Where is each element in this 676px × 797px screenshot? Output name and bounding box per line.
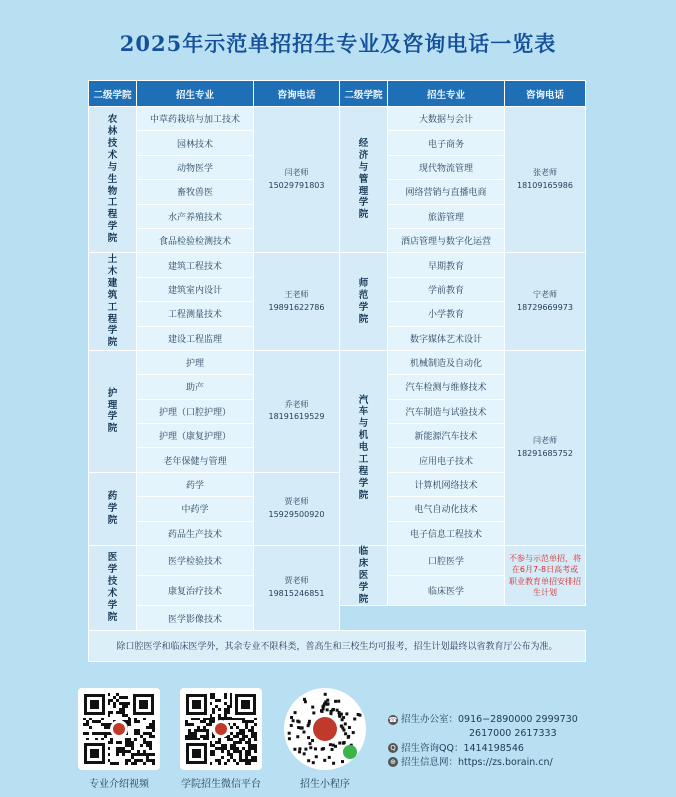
footnote-row bbox=[89, 630, 586, 661]
college-cell bbox=[89, 107, 137, 253]
contact-cell bbox=[254, 253, 340, 351]
contact-name: 贾老师 bbox=[284, 497, 309, 507]
header-major: 招生专业 bbox=[137, 81, 254, 107]
note-cell: 不参与示范单招，将在6月7-8日高考或职业教育单招安排招生计划 bbox=[505, 546, 586, 606]
college-name: 临床医学院 bbox=[358, 546, 369, 605]
web-label: 招生信息网： bbox=[401, 756, 459, 768]
contact-name: 张老师 bbox=[533, 167, 557, 177]
contact-phone: 15929500920 bbox=[268, 509, 325, 519]
header-college: 二级学院 bbox=[89, 81, 137, 107]
globe-icon: ⊕ bbox=[388, 757, 398, 767]
contact-cell bbox=[254, 546, 340, 631]
contact-cell bbox=[505, 253, 586, 351]
major-cell: 医学检验技术 bbox=[137, 546, 254, 576]
college-cell bbox=[89, 472, 137, 545]
college-name: 护理学院 bbox=[107, 387, 118, 435]
office-row-2 bbox=[388, 727, 578, 741]
college-name: 医学技术学院 bbox=[107, 552, 118, 623]
major-cell: 中草药栽培与加工技术 bbox=[137, 107, 254, 131]
major-cell: 现代物流管理 bbox=[388, 155, 505, 179]
qq-row bbox=[388, 742, 578, 756]
major-cell: 汽车检测与维修技术 bbox=[388, 375, 505, 399]
page-title: 2025年示范单招招生专业及咨询电话一览表 bbox=[119, 31, 557, 56]
major-cell: 小学教育 bbox=[388, 302, 505, 326]
major-cell: 电子商务 bbox=[388, 131, 505, 155]
contact-cell bbox=[505, 350, 586, 545]
major-cell: 护理（口腔护理） bbox=[137, 399, 254, 423]
contact-phone: 18729669973 bbox=[517, 302, 573, 312]
college-cell bbox=[340, 253, 388, 351]
header-phone-2: 咨询电话 bbox=[505, 81, 586, 107]
college-cell bbox=[89, 350, 137, 472]
contact-name: 贾老师 bbox=[284, 576, 309, 586]
major-cell: 计算机网络技术 bbox=[388, 472, 505, 496]
major-cell: 医学影像技术 bbox=[137, 606, 254, 630]
major-cell: 旅游管理 bbox=[388, 204, 505, 228]
office-row bbox=[388, 713, 578, 727]
web-row bbox=[388, 756, 578, 770]
major-cell: 数字媒体艺术设计 bbox=[388, 326, 505, 350]
website-link[interactable]: https://zs.borain.cn/ bbox=[458, 756, 553, 768]
major-cell: 电子信息工程技术 bbox=[388, 521, 505, 545]
qq-icon: Q bbox=[388, 743, 398, 753]
major-cell: 护理 bbox=[137, 350, 254, 374]
major-cell: 汽车制造与试验技术 bbox=[388, 399, 505, 423]
major-cell: 助产 bbox=[137, 375, 254, 399]
major-cell: 电气自动化技术 bbox=[388, 497, 505, 521]
major-cell: 建筑工程技术 bbox=[137, 253, 254, 277]
major-cell: 酒店管理与数字化运营 bbox=[388, 228, 505, 252]
major-cell: 口腔医学 bbox=[388, 546, 505, 576]
major-cell: 药品生产技术 bbox=[137, 521, 254, 545]
major-cell: 新能源汽车技术 bbox=[388, 424, 505, 448]
contact-info bbox=[388, 713, 578, 770]
qr-code-miniprogram[interactable] bbox=[284, 688, 366, 770]
major-cell: 食品检验检测技术 bbox=[137, 228, 254, 252]
table-body bbox=[89, 107, 586, 631]
table-row bbox=[89, 546, 586, 576]
qr-code-wechat[interactable] bbox=[180, 688, 262, 770]
major-cell: 老年保健与管理 bbox=[137, 448, 254, 472]
table-row bbox=[89, 253, 586, 277]
major-cell: 药学 bbox=[137, 472, 254, 496]
major-cell: 机械制造及自动化 bbox=[388, 350, 505, 374]
qq-label: 招生咨询QQ： bbox=[401, 742, 464, 754]
table-row bbox=[89, 107, 586, 131]
contact-phone: 18191619529 bbox=[268, 412, 325, 422]
major-cell: 工程测量技术 bbox=[137, 302, 254, 326]
college-name: 农林技术与生物工程学院 bbox=[107, 114, 118, 245]
table-row bbox=[89, 350, 586, 374]
college-cell bbox=[340, 350, 388, 545]
major-cell: 建设工程监理 bbox=[137, 326, 254, 350]
table-header-row bbox=[89, 81, 586, 107]
major-cell: 康复治疗技术 bbox=[137, 576, 254, 606]
contact-name: 乔老师 bbox=[284, 399, 309, 409]
header-phone: 咨询电话 bbox=[254, 81, 340, 107]
major-cell: 护理（康复护理） bbox=[137, 424, 254, 448]
college-name: 汽车与机电工程学院 bbox=[358, 394, 369, 501]
major-cell: 学前教育 bbox=[388, 277, 505, 301]
contact-name: 闫老师 bbox=[533, 436, 557, 446]
contact-phone: 18291685752 bbox=[517, 448, 573, 458]
header-major-2: 招生专业 bbox=[388, 81, 505, 107]
office-phones-2: 2617000 2617333 bbox=[469, 728, 557, 740]
major-cell: 应用电子技术 bbox=[388, 448, 505, 472]
major-cell: 大数据与会计 bbox=[388, 107, 505, 131]
major-cell: 动物医学 bbox=[137, 155, 254, 179]
college-name: 土木建筑工程学院 bbox=[107, 254, 118, 349]
majors-table bbox=[88, 80, 586, 662]
major-cell: 早期教育 bbox=[388, 253, 505, 277]
phone-icon: ☎ bbox=[388, 715, 398, 724]
college-cell bbox=[89, 253, 137, 351]
college-cell bbox=[340, 546, 388, 606]
major-cell: 中药学 bbox=[137, 497, 254, 521]
contact-name: 闫老师 bbox=[284, 167, 309, 177]
qr-code-video[interactable] bbox=[78, 688, 160, 770]
contact-cell bbox=[254, 107, 340, 253]
office-phones-1: 0916−2890000 2999730 bbox=[458, 714, 578, 725]
contact-name: 王老师 bbox=[284, 289, 309, 299]
contact-phone: 19815246851 bbox=[268, 588, 325, 598]
qr-label-miniprogram: 招生小程序 bbox=[300, 779, 350, 790]
major-cell: 畜牧兽医 bbox=[137, 180, 254, 204]
footnote: 除口腔医学和临床医学外，其余专业不限科类，普高生和三校生均可报考，招生计划最终以省教育厅公布为准。 bbox=[89, 630, 586, 661]
college-name: 经济与管理学院 bbox=[358, 138, 369, 221]
contact-cell bbox=[505, 107, 586, 253]
qq-number: 1414198546 bbox=[463, 742, 524, 754]
college-cell bbox=[89, 546, 137, 631]
qr-label-wechat: 学院招生微信平台 bbox=[181, 779, 261, 790]
contact-cell bbox=[254, 350, 340, 472]
contact-phone: 19891622786 bbox=[268, 302, 325, 312]
contact-phone: 15029791803 bbox=[268, 180, 325, 190]
major-cell: 临床医学 bbox=[388, 576, 505, 606]
college-name: 师范学院 bbox=[358, 277, 369, 325]
office-label: 招生办公室： bbox=[401, 714, 459, 725]
major-cell: 水产养殖技术 bbox=[137, 204, 254, 228]
contact-phone: 18109165986 bbox=[517, 180, 573, 190]
college-name: 药学院 bbox=[107, 491, 118, 526]
major-cell: 园林技术 bbox=[137, 131, 254, 155]
contact-cell bbox=[254, 472, 340, 545]
major-cell: 网络营销与直播电商 bbox=[388, 180, 505, 204]
college-cell bbox=[340, 107, 388, 253]
contact-name: 宁老师 bbox=[533, 289, 557, 299]
qr-label-video: 专业介绍视频 bbox=[89, 779, 149, 790]
major-cell: 建筑室内设计 bbox=[137, 277, 254, 301]
majors-table-container bbox=[88, 80, 585, 662]
header-college-2: 二级学院 bbox=[340, 81, 388, 107]
